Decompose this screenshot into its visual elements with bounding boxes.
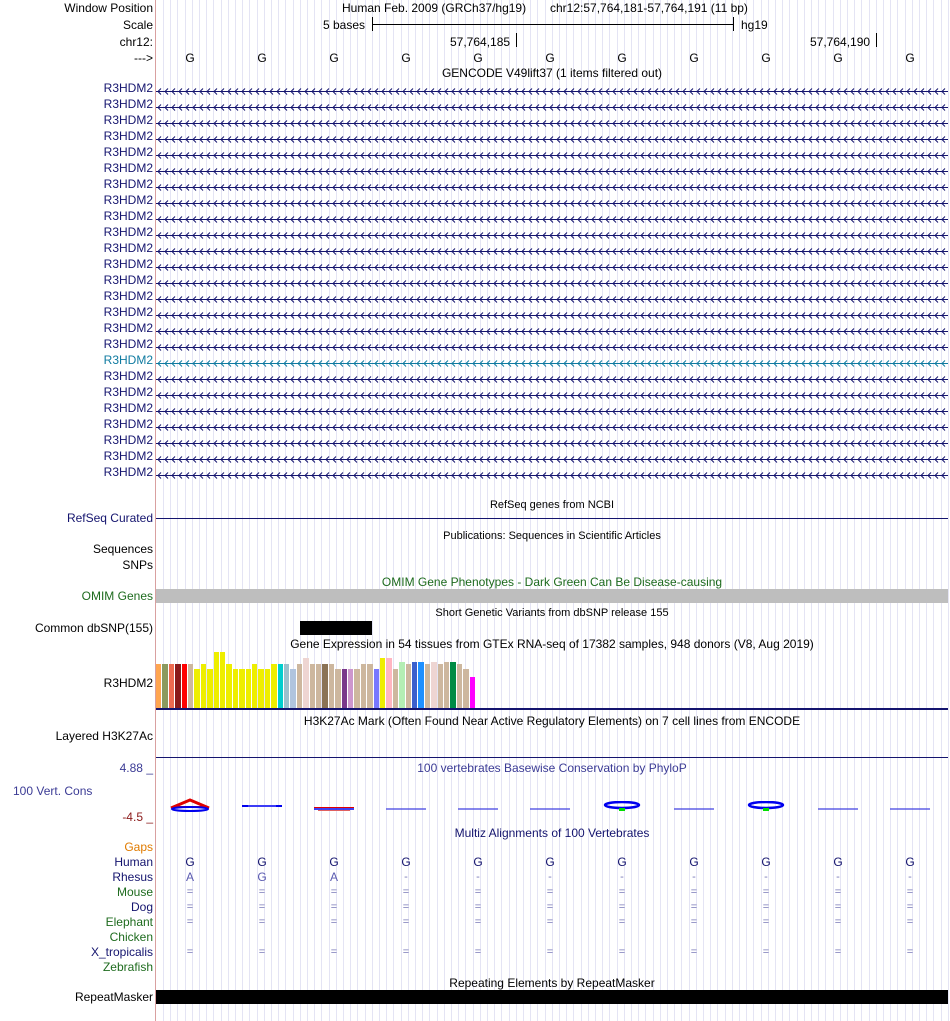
gtex-tissue-bar[interactable] xyxy=(412,662,417,708)
gtex-tissue-bar[interactable] xyxy=(265,669,270,708)
gencode-transcript[interactable] xyxy=(156,115,948,124)
multiz-base: = xyxy=(186,916,194,928)
multiz-species-label[interactable]: Chicken xyxy=(109,930,153,944)
coord-left: 57,764,185 xyxy=(450,35,511,49)
base-letter: G xyxy=(617,51,627,65)
multiz-title: Multiz Alignments of 100 Vertebrates xyxy=(454,826,650,840)
multiz-base: - xyxy=(836,871,840,883)
gencode-transcript[interactable] xyxy=(156,435,948,444)
gtex-tissue-bar[interactable] xyxy=(463,669,469,708)
gencode-transcript[interactable] xyxy=(156,195,948,204)
phylop-title: 100 vertebrates Basewise Conservation by PhyloP xyxy=(417,761,687,775)
multiz-base: G xyxy=(329,855,339,869)
gencode-transcript-label[interactable]: R3HDM2 xyxy=(103,353,153,367)
multiz-base: = xyxy=(330,886,338,898)
gencode-transcript[interactable] xyxy=(156,163,948,172)
multiz-base: - xyxy=(476,871,480,883)
repeatmasker-bar[interactable] xyxy=(156,990,948,1004)
multiz-species-label[interactable]: Zebrafish xyxy=(102,960,153,974)
gtex-tissue-bar[interactable] xyxy=(399,662,405,708)
omim-label[interactable]: OMIM Genes xyxy=(81,589,153,603)
gtex-tissue-bar[interactable] xyxy=(182,664,187,708)
refseq-label[interactable]: RefSeq Curated xyxy=(66,511,153,525)
gtex-tissue-bar[interactable] xyxy=(444,662,449,708)
gencode-transcript-label[interactable]: R3HDM2 xyxy=(103,273,153,287)
gtex-tissue-bar[interactable] xyxy=(201,664,206,708)
gencode-transcript[interactable] xyxy=(156,179,948,188)
snps-label[interactable]: SNPs xyxy=(122,558,153,572)
base-letter: G xyxy=(905,51,915,65)
multiz-base: = xyxy=(186,901,194,913)
multiz-base: = xyxy=(762,886,770,898)
gencode-title: GENCODE V49lift37 (1 items filtered out) xyxy=(441,66,663,80)
phylop-base-glyph xyxy=(240,797,284,815)
gtex-tissue-bar[interactable] xyxy=(169,664,174,708)
gtex-tissue-bar[interactable] xyxy=(303,658,309,708)
multiz-base: = xyxy=(474,916,482,928)
chrom-label: chr12: xyxy=(119,35,153,49)
gtex-tissue-bar[interactable] xyxy=(386,658,392,708)
gencode-transcript[interactable] xyxy=(156,355,948,364)
gtex-tissue-bar[interactable] xyxy=(297,664,302,708)
gencode-transcript-label[interactable]: R3HDM2 xyxy=(103,305,153,319)
gencode-transcript-label[interactable]: R3HDM2 xyxy=(103,97,153,111)
gencode-transcript[interactable] xyxy=(156,83,948,92)
multiz-base: = xyxy=(618,916,626,928)
base-letter: G xyxy=(329,51,339,65)
multiz-base: = xyxy=(258,946,266,958)
phylop-base-glyph xyxy=(528,798,572,816)
gtex-tissue-bar[interactable] xyxy=(367,664,373,708)
gencode-transcript[interactable] xyxy=(156,467,948,476)
multiz-base: - xyxy=(908,871,912,883)
multiz-base: = xyxy=(186,946,194,958)
multiz-base: G xyxy=(545,855,555,869)
multiz-base: G xyxy=(257,870,267,884)
base-letter: G xyxy=(257,51,267,65)
multiz-base: A xyxy=(185,870,195,884)
phylop-base-glyph xyxy=(456,798,500,816)
multiz-base: - xyxy=(620,871,624,883)
gtex-tissue-bar[interactable] xyxy=(361,664,366,708)
gtex-tissue-bar[interactable] xyxy=(418,662,424,708)
gtex-tissue-bar[interactable] xyxy=(214,652,219,708)
gencode-transcript-label[interactable]: R3HDM2 xyxy=(103,401,153,415)
h3k27ac-label[interactable]: Layered H3K27Ac xyxy=(55,729,153,743)
gtex-tissue-bar[interactable] xyxy=(438,664,443,708)
db-text: hg19 xyxy=(741,18,768,32)
multiz-base: = xyxy=(474,901,482,913)
multiz-base: = xyxy=(258,916,266,928)
multiz-base: = xyxy=(834,916,842,928)
gtex-tissue-bar[interactable] xyxy=(207,669,213,708)
multiz-base: G xyxy=(473,855,483,869)
gencode-transcript[interactable] xyxy=(156,291,948,300)
multiz-base: = xyxy=(618,886,626,898)
gtex-tissue-bar[interactable] xyxy=(470,677,475,708)
gtex-tissue-bar[interactable] xyxy=(239,669,245,708)
omim-title: OMIM Gene Phenotypes - Dark Green Can Be Disease-causing xyxy=(381,575,723,589)
multiz-species-label[interactable]: Elephant xyxy=(105,915,153,929)
gencode-transcript-label[interactable]: R3HDM2 xyxy=(103,449,153,463)
phylop-label[interactable]: 100 Vert. Cons xyxy=(13,784,93,798)
h3k27ac-baseline xyxy=(156,757,948,758)
gtex-tissue-bar[interactable] xyxy=(322,664,328,708)
multiz-base: = xyxy=(762,946,770,958)
phylop-base-glyph xyxy=(312,799,356,817)
gtex-tissue-bar[interactable] xyxy=(342,669,347,708)
base-letter: G xyxy=(545,51,555,65)
multiz-base: = xyxy=(546,886,554,898)
multiz-base: A xyxy=(329,870,339,884)
dbsnp-title: Short Genetic Variants from dbSNP release 155 xyxy=(435,607,669,619)
gencode-transcript-label[interactable]: R3HDM2 xyxy=(103,177,153,191)
multiz-base: G xyxy=(689,855,699,869)
window-position-label: Window Position xyxy=(64,1,153,15)
gtex-bar-chart[interactable] xyxy=(156,651,948,708)
gtex-tissue-bar[interactable] xyxy=(329,664,334,708)
multiz-base: = xyxy=(906,916,914,928)
gencode-transcript-label[interactable]: R3HDM2 xyxy=(103,113,153,127)
multiz-base: = xyxy=(690,901,698,913)
multiz-base: = xyxy=(402,916,410,928)
gtex-tissue-bar[interactable] xyxy=(380,658,385,708)
gtex-tissue-bar[interactable] xyxy=(431,662,437,708)
multiz-species-label[interactable]: Human xyxy=(114,855,153,869)
multiz-base: - xyxy=(764,871,768,883)
grid-line xyxy=(948,0,949,1021)
multiz-base: = xyxy=(330,901,338,913)
phylop-base-glyph xyxy=(744,799,788,817)
coord-right-tick xyxy=(876,33,877,47)
base-letter: G xyxy=(689,51,699,65)
gencode-transcript-label[interactable]: R3HDM2 xyxy=(103,369,153,383)
gencode-transcript[interactable] xyxy=(156,259,948,268)
multiz-base: = xyxy=(330,916,338,928)
gencode-transcript-label[interactable]: R3HDM2 xyxy=(103,161,153,175)
base-letter: G xyxy=(401,51,411,65)
multiz-base: = xyxy=(690,916,698,928)
multiz-base: G xyxy=(905,855,915,869)
multiz-species-label[interactable]: Rhesus xyxy=(112,870,153,884)
refseq-line[interactable] xyxy=(156,518,948,519)
gtex-tissue-bar[interactable] xyxy=(226,664,232,708)
multiz-base: = xyxy=(906,886,914,898)
refseq-title: RefSeq genes from NCBI xyxy=(489,499,615,511)
gencode-transcript[interactable] xyxy=(156,131,948,140)
gtex-tissue-bar[interactable] xyxy=(162,664,168,708)
gencode-transcript-label[interactable]: R3HDM2 xyxy=(103,289,153,303)
multiz-base: = xyxy=(546,916,554,928)
sequences-label[interactable]: Sequences xyxy=(92,542,153,556)
multiz-base: = xyxy=(906,946,914,958)
multiz-base: = xyxy=(834,946,842,958)
gencode-transcript[interactable] xyxy=(156,243,948,252)
multiz-base: = xyxy=(906,901,914,913)
multiz-base: G xyxy=(401,855,411,869)
gtex-tissue-bar[interactable] xyxy=(246,669,251,708)
gtex-tissue-bar[interactable] xyxy=(406,664,411,708)
multiz-base: = xyxy=(330,946,338,958)
phylop-base-glyph xyxy=(672,798,716,816)
dbsnp-variant-block[interactable] xyxy=(300,621,372,635)
gencode-transcript-label[interactable]: R3HDM2 xyxy=(103,385,153,399)
phylop-base-glyph xyxy=(816,798,860,816)
gtex-tissue-bar[interactable] xyxy=(258,669,264,708)
phylop-base-glyph xyxy=(888,798,932,816)
gencode-transcript-label[interactable]: R3HDM2 xyxy=(103,465,153,479)
gencode-transcript-label[interactable]: R3HDM2 xyxy=(103,241,153,255)
base-letter: G xyxy=(185,51,195,65)
multiz-base: = xyxy=(258,886,266,898)
phylop-min: -4.5 _ xyxy=(122,810,153,824)
multiz-base: G xyxy=(617,855,627,869)
gencode-transcript-label[interactable]: R3HDM2 xyxy=(103,257,153,271)
scale-label: Scale xyxy=(122,18,153,32)
gencode-transcript[interactable] xyxy=(156,403,948,412)
gencode-transcript[interactable] xyxy=(156,99,948,108)
gencode-transcript-label[interactable]: R3HDM2 xyxy=(103,417,153,431)
gencode-transcript[interactable] xyxy=(156,451,948,460)
omim-bar[interactable] xyxy=(156,589,948,603)
multiz-base: = xyxy=(690,946,698,958)
multiz-base: = xyxy=(474,886,482,898)
multiz-species-label[interactable]: Mouse xyxy=(116,885,153,899)
phylop-base-glyph xyxy=(384,798,428,816)
gencode-transcript-label[interactable]: R3HDM2 xyxy=(103,193,153,207)
gtex-tissue-bar[interactable] xyxy=(252,664,257,708)
gtex-tissue-bar[interactable] xyxy=(233,669,238,708)
phylop-base-glyph xyxy=(168,798,212,817)
gtex-tissue-bar[interactable] xyxy=(457,664,462,708)
gencode-transcript[interactable] xyxy=(156,387,948,396)
multiz-base: = xyxy=(618,946,626,958)
gencode-transcript[interactable] xyxy=(156,147,948,156)
gencode-transcript-label[interactable]: R3HDM2 xyxy=(103,209,153,223)
gencode-transcript[interactable] xyxy=(156,419,948,428)
gtex-tissue-bar[interactable] xyxy=(425,664,430,708)
gencode-transcript[interactable] xyxy=(156,227,948,236)
multiz-base: = xyxy=(618,901,626,913)
base-letter: G xyxy=(473,51,483,65)
multiz-base: = xyxy=(690,886,698,898)
assembly-text: Human Feb. 2009 (GRCh37/hg19) xyxy=(342,1,527,15)
gencode-transcript-label[interactable]: R3HDM2 xyxy=(103,81,153,95)
coord-left-tick xyxy=(516,33,517,47)
gtex-tissue-bar[interactable] xyxy=(335,669,341,708)
multiz-base: G xyxy=(185,855,195,869)
multiz-base: G xyxy=(833,855,843,869)
gencode-transcript[interactable] xyxy=(156,275,948,284)
gencode-transcript[interactable] xyxy=(156,323,948,332)
repeatmasker-label[interactable]: RepeatMasker xyxy=(74,990,153,1004)
gtex-tissue-bar[interactable] xyxy=(284,664,289,708)
gencode-transcript-label[interactable]: R3HDM2 xyxy=(103,129,153,143)
multiz-base: = xyxy=(186,886,194,898)
coord-right: 57,764,190 xyxy=(810,35,871,49)
gtex-tissue-bar[interactable] xyxy=(175,664,181,708)
multiz-base: = xyxy=(402,901,410,913)
gtex-tissue-bar[interactable] xyxy=(188,664,193,708)
multiz-base: = xyxy=(402,946,410,958)
multiz-base: = xyxy=(834,886,842,898)
multiz-base: = xyxy=(474,946,482,958)
multiz-species-label[interactable]: Dog xyxy=(130,900,153,914)
gencode-transcript[interactable] xyxy=(156,307,948,316)
multiz-base: - xyxy=(692,871,696,883)
h3k27ac-title: H3K27Ac Mark (Often Found Near Active Regulatory Elements) on 7 cell lines from ENCODE xyxy=(303,714,801,728)
gtex-tissue-bar[interactable] xyxy=(278,664,283,708)
multiz-base: = xyxy=(834,901,842,913)
phylop-base-glyph xyxy=(600,799,644,817)
position-text: chr12:57,764,181-57,764,191 (11 bp) xyxy=(550,1,748,15)
multiz-base: = xyxy=(402,886,410,898)
gencode-transcript-label[interactable]: R3HDM2 xyxy=(103,321,153,335)
publications-title: Publications: Sequences in Scientific Articles xyxy=(443,530,661,542)
gtex-tissue-bar[interactable] xyxy=(220,652,225,708)
scale-text: 5 bases xyxy=(323,18,366,32)
gtex-tissue-bar[interactable] xyxy=(393,669,398,708)
gaps-label[interactable]: Gaps xyxy=(124,840,153,854)
gtex-title: Gene Expression in 54 tissues from GTEx RNA-seq of 17382 samples, 948 donors (V8, Aug 2019) xyxy=(290,637,814,651)
gtex-tissue-bar[interactable] xyxy=(271,664,277,708)
multiz-base: = xyxy=(762,901,770,913)
gtex-tissue-bar[interactable] xyxy=(348,669,353,708)
multiz-species-label[interactable]: X_tropicalis xyxy=(90,945,153,959)
dbsnp-label[interactable]: Common dbSNP(155) xyxy=(34,621,153,635)
gtex-label[interactable]: R3HDM2 xyxy=(103,676,153,690)
multiz-base: = xyxy=(258,901,266,913)
gtex-tissue-bar[interactable] xyxy=(194,669,200,708)
gencode-transcript-label[interactable]: R3HDM2 xyxy=(103,225,153,239)
gtex-tissue-bar[interactable] xyxy=(374,669,379,708)
gencode-transcript-label[interactable]: R3HDM2 xyxy=(103,433,153,447)
base-letter: G xyxy=(761,51,771,65)
phylop-max: 4.88 _ xyxy=(119,761,153,775)
gencode-transcript-label[interactable]: R3HDM2 xyxy=(103,145,153,159)
multiz-base: - xyxy=(548,871,552,883)
repeatmasker-title: Repeating Elements by RepeatMasker xyxy=(449,976,655,990)
gtex-tissue-bar[interactable] xyxy=(316,664,321,708)
gtex-tissue-bar[interactable] xyxy=(310,664,315,708)
gtex-tissue-bar[interactable] xyxy=(156,664,161,708)
strand-label: ---> xyxy=(134,51,153,65)
gencode-transcript[interactable] xyxy=(156,339,948,348)
multiz-base: G xyxy=(257,855,267,869)
gencode-transcript[interactable] xyxy=(156,211,948,220)
multiz-base: = xyxy=(546,901,554,913)
gtex-tissue-bar[interactable] xyxy=(290,669,296,708)
gencode-transcript[interactable] xyxy=(156,371,948,380)
gtex-tissue-bar[interactable] xyxy=(450,662,456,708)
gtex-tissue-bar[interactable] xyxy=(354,669,360,708)
multiz-base: = xyxy=(762,916,770,928)
multiz-base: = xyxy=(546,946,554,958)
multiz-base: - xyxy=(404,871,408,883)
base-letter: G xyxy=(833,51,843,65)
gtex-baseline xyxy=(156,708,948,710)
gencode-transcript-label[interactable]: R3HDM2 xyxy=(103,337,153,351)
multiz-base: G xyxy=(761,855,771,869)
